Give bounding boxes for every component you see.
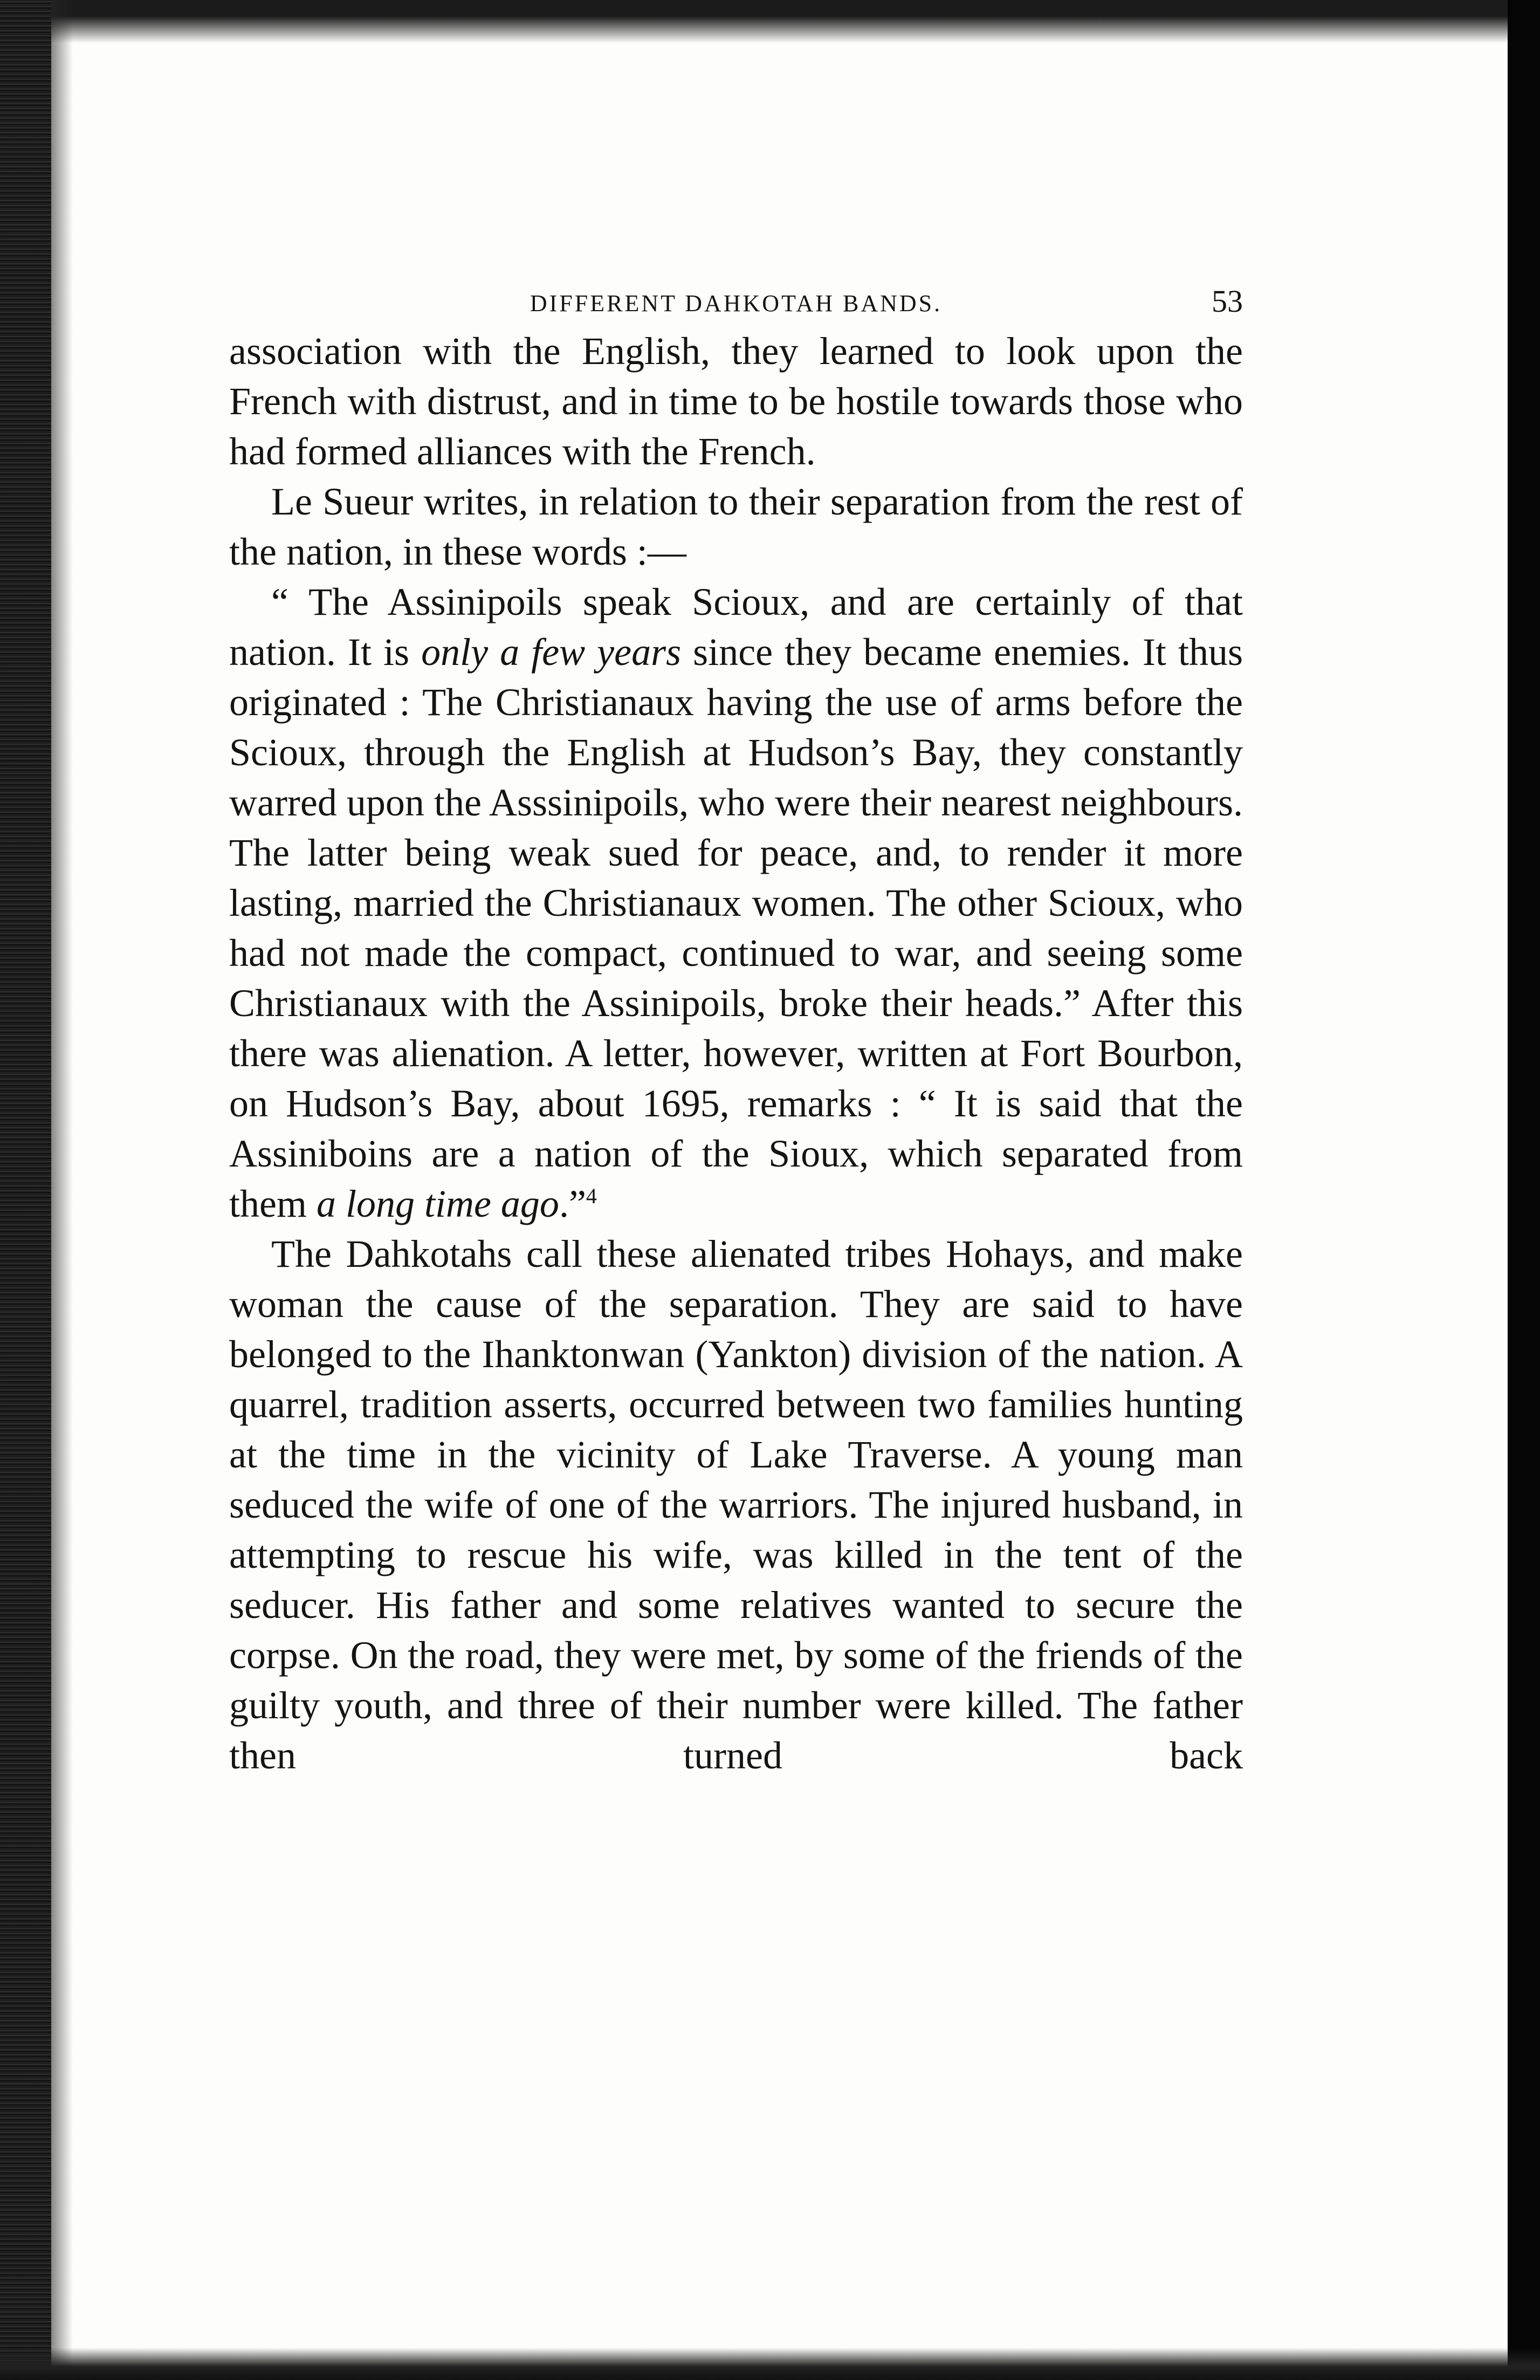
paragraph-4: The Dahkotahs call these alienated tribes Hohays, and make woman the cause of the separation. They are said to have belonged to the Ihanktonwan (Yankton) division of the nation. A quarrel, tradition asserts, occurred between two families hunting at the time in the vicinity of Lake Traverse. A young man seduced the wife of one of the warriors. The injured husband, in attempting to rescue his wife, was killed in the tent of the seducer. His father and some relatives wanted to secure the corpse. On the road, they were met, by some of the friends of the guilty youth, and three of their number were killed. The father then turned back [229, 1232, 1243, 1777]
running-head [229, 283, 1243, 326]
paragraph-3-quotation [229, 577, 1243, 1229]
paragraph-3-italic-d: a long time ago [316, 1182, 559, 1225]
scan-top-edge [0, 0, 1540, 43]
scan-binding-shadow [51, 0, 73, 2380]
page-number: 53 [1212, 284, 1243, 319]
paragraph-2: Le Sueur writes, in relation to their separation from the rest of the nation, in these words :— [229, 480, 1243, 573]
book-page [229, 283, 1243, 1781]
paragraph-3-text-c: since they became enemies. It thus originated : The Christianaux having the use of arms before the Scioux, through the English at Hudson’s Bay, they constantly warred upon the Asssinipoils, who were their nearest neighbours. The latter being weak sued for peace, and, to render it more lasting, married the Christianaux women. The other Scioux, who had not made the compact, continued to war, and seeing some Christianaux with the Assinipoils, broke their heads.” After this there was alienation. A letter, however, written at Fort Bourbon, on Hudson’s Bay, about 1695, remarks : “ It is said that the Assiniboins are a nation of the Sioux, which separated from them [229, 630, 1243, 1225]
running-head-title: DIFFERENT DAHKOTAH BANDS. [530, 290, 943, 317]
scan-binding-edge [0, 0, 51, 2380]
paragraph-1: association with the English, they learned to look upon the French with distrust, and in time to be hostile towards those who had formed alliances with the French. [229, 330, 1243, 473]
paragraph-3-italic-a: only a few years [421, 630, 682, 674]
paragraph-3-text-e: .” [559, 1182, 586, 1225]
footnote-mark: 4 [586, 1184, 597, 1208]
paragraph-3-text-a: “ The Assinipoils speak Scioux, and are certainly of that nation. It is [229, 580, 1243, 674]
scan-right-edge [1508, 0, 1540, 2380]
scan-bottom-edge [0, 2348, 1540, 2380]
